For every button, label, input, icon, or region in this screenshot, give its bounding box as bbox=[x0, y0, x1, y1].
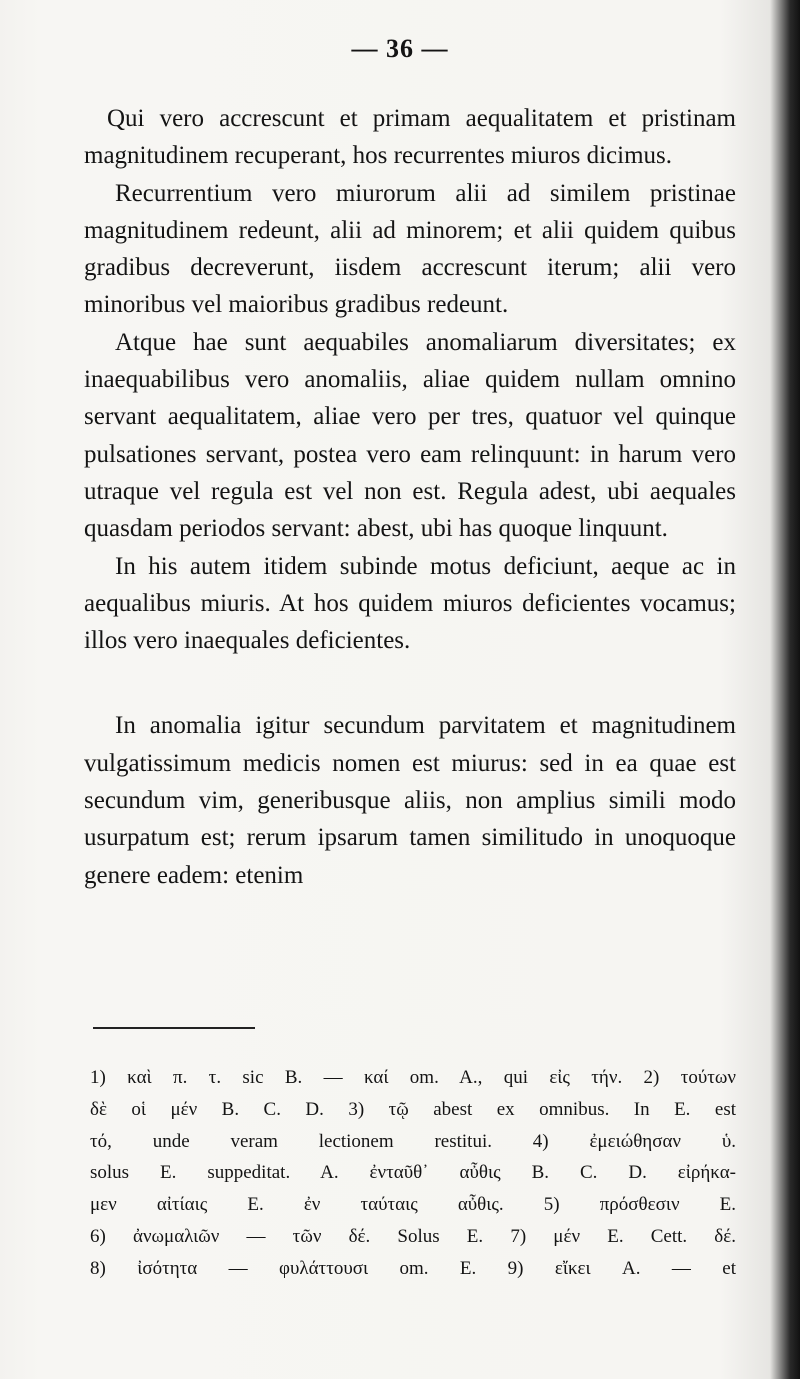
paragraph: In anomalia igitur secundum parvitatem et magnitudinem vulgatissimum medicis nomen est miurus: sed in ea quae est secundum vim, generibusque aliis, non amplius simili modo usurpatum est; rerum ipsarum tamen similitudo in unoquoque genere eadem: etenim bbox=[84, 712, 736, 889]
main-text bbox=[84, 100, 736, 894]
footnote-rule bbox=[93, 1027, 255, 1029]
page-number: — 36 — bbox=[351, 34, 449, 63]
paragraph: Atque hae sunt aequabiles anomaliarum diversitates; ex inaequabilibus vero anomaliis, aliae quidem nullam omnino servant aequalitatem, aliae vero per tres, quatuor vel quinque pulsationes servant, postea vero eam relinquunt: in harum vero utraque vel regula est vel non est. Regula adest, ubi aequales quasdam periodos servant: abest, ubi has quoque linquunt. bbox=[84, 328, 736, 543]
paragraph: In his autem itidem subinde motus deficiunt, aeque ac in aequalibus miuris. At hos quidem miuros deficientes vocamus; illos vero inaequales deficientes. bbox=[84, 552, 736, 655]
footnote-line: δὲ οἱ μέν B. C. D. 3) τῷ abest ex omnibus. In E. est bbox=[90, 1098, 736, 1120]
footnote-line: solus E. suppeditat. A. ἐνταῦθ᾽ αὖθις B. C. D. εἰρήκα- bbox=[90, 1162, 736, 1184]
footnote-line: μεν αἰτίαις E. ἐν ταύταις αὖθις. 5) πρόσθεσιν E. bbox=[90, 1194, 736, 1216]
footnote-line: 1) καὶ π. τ. sic B. — καί om. A., qui εἰς τήν. 2) τούτων bbox=[90, 1067, 736, 1088]
section-gap bbox=[84, 659, 736, 707]
paragraph: Qui vero accrescunt et primam aequalitatem et pristinam magnitudinem recuperant, hos recurrentes miuros dicimus. bbox=[84, 105, 736, 170]
paragraph: Recurrentium vero miurorum alii ad similem pristinae magnitudinem redeunt, alii ad minorem; et alii quidem quibus gradibus decreverunt, iisdem accrescunt iterum; alii vero minoribus vel maioribus gradibus redeunt. bbox=[84, 179, 736, 319]
footnote-line: τό, unde veram lectionem restitui. 4) ἐμειώθησαν ὑ. bbox=[90, 1130, 736, 1152]
footnote-line: 8) ἰσότητα — φυλάττουσι om. E. 9) εἴκει A. — et bbox=[90, 1257, 736, 1279]
footnotes bbox=[90, 1062, 736, 1285]
footnote-line: 6) ἀνωμαλιῶν — τῶν δέ. Solus E. 7) μέν E. Cett. δέ. bbox=[90, 1225, 736, 1247]
